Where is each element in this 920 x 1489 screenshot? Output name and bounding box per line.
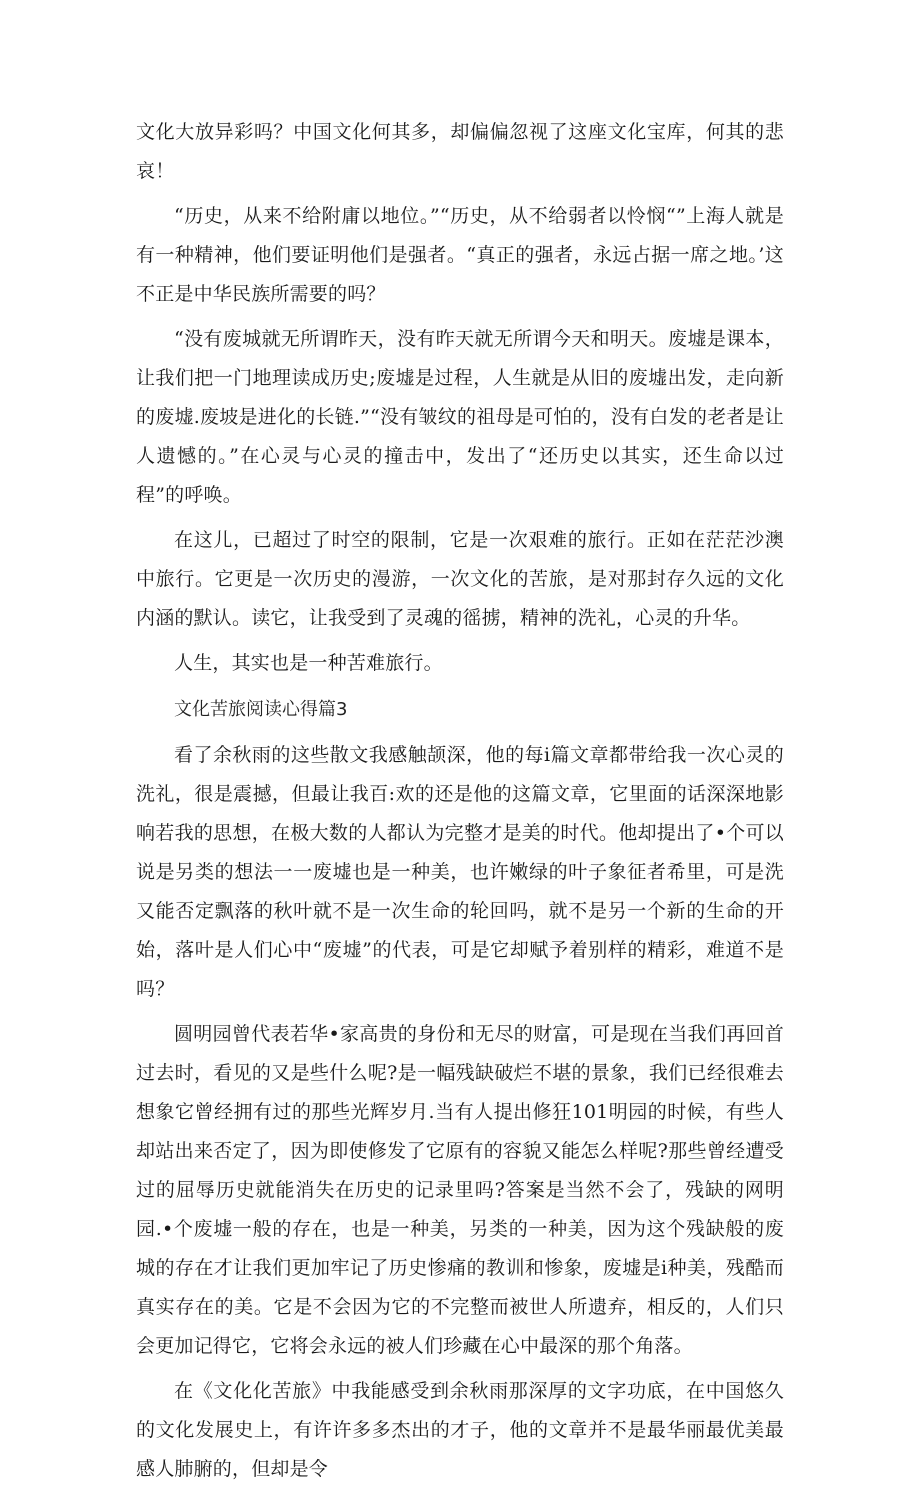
paragraph: 在《文化化苦旅》中我能感受到余秋雨那深厚的文字功底，在中国悠久的文化发展史上，有许许多多杰出的才子，他的文章并不是最华丽最优美最感人肺腑的，但却是令 xyxy=(136,1380,784,1480)
document-body xyxy=(136,113,784,1489)
paragraph: 看了余秋雨的这些散文我感触颉深，他的每i篇文章都带给我一次心灵的洗礼，很是震撼，但最让我百:欢的还是他的这篇文章，它里面的话深深地影响若我的思想，在极大数的人都认为完整才是美的时代。他却提出了•个可以说是另类的想法一一废墟也是一种美，也许嫩绿的叶子象征者希里，可是洗又能否定飘落的秋叶就不是一次生命的轮回吗，就不是另一个新的生命的开始，落叶是人们心中“废墟”的代表，可是它却赋予着别样的精彩，难道不是吗？ xyxy=(136,744,784,1000)
paragraph: “没有废城就无所谓昨天，没有昨天就无所谓今天和明天。废墟是课本，让我们把一门地理读成历史;废墟是过程，人生就是从旧的废墟出发，走向新的废墟.废坡是进化的长链.”“没有皱纹的祖母是可怕的，没有白发的老者是让人遗憾的。”在心灵与心灵的撞击中，发出了“还历史以其实，还生命以过程”的呼唤。 xyxy=(136,328,784,506)
paragraph: 在这儿，已超过了时空的限制，它是一次艰难的旅行。正如在茫茫沙澳中旅行。它更是一次历史的漫游，一次文化的苦旅，是对那封存久远的文化内涵的默认。读它，让我受到了灵魂的徭掳，精神的洗礼，心灵的升华。 xyxy=(136,529,784,629)
paragraph: 圆明园曾代表若华•家高贵的身份和无尽的财富，可是现在当我们再回首过去时，看见的又是些什么呢?是一幅残缺破烂不堪的景象，我们已经很难去想象它曾经拥有过的那些光辉岁月.当有人提出修狂101明园的时候，有些人却站出来否定了，因为即使修发了它原有的容貌又能怎么样呢?那些曾经遭受过的屈辱历史就能消失在历史的记录里吗?答案是当然不会了，残缺的网明园.•个废墟一般的存在，也是一种美，另类的一种美，因为这个残缺般的废城的存在才让我们更加牢记了历史惨痛的教训和惨象，废墟是i种美，残酷而真实存在的美。它是不会因为它的不完整而被世人所遗弃，相反的，人们只会更加记得它，它将会永远的被人们珍藏在心中最深的那个角落。 xyxy=(136,1023,784,1357)
paragraph: 文化大放异彩吗？中国文化何其多，却偏偏忽视了这座文化宝库，何其的悲哀！ xyxy=(136,121,784,182)
paragraph: “历史，从来不给附庸以地位。”“历史，从不给弱者以怜悯“”上海人就是有一种精神，他们要证明他们是强者。“真正的强者，永远占据一席之地。’这不正是中华民族所需要的吗？ xyxy=(136,205,784,305)
paragraph: 人生，其实也是一种苦难旅行。 xyxy=(174,652,443,674)
section-heading: 文化苦旅阅读心得篇3 xyxy=(174,699,348,720)
